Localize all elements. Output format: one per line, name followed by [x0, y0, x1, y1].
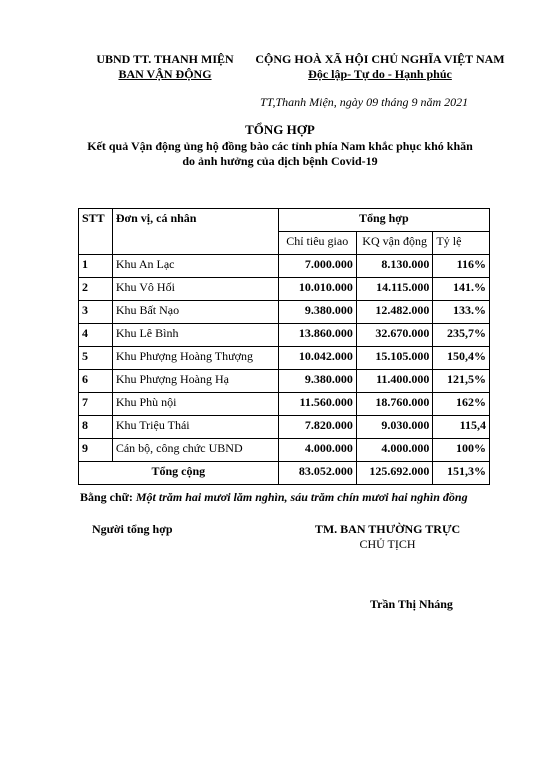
header-summary: Tổng hợp — [278, 209, 489, 232]
row-ratio: 150,4% — [433, 347, 490, 370]
org-line1: UBND TT. THANH MIỆN — [96, 52, 234, 66]
doc-subtitle — [40, 139, 520, 169]
row-ratio: 162% — [433, 393, 490, 416]
row-stt: 7 — [79, 393, 113, 416]
row-stt: 6 — [79, 370, 113, 393]
row-ratio: 115,4 — [433, 416, 490, 439]
words-label: Bằng chữ: — [80, 490, 133, 504]
preparer-title: Người tổng hợp — [92, 522, 173, 536]
table-row — [79, 393, 490, 416]
approver-role: CHỦ TỊCH — [359, 537, 416, 551]
subtitle-line2: do ảnh hưởng của dịch bệnh Covid-19 — [182, 154, 378, 168]
country-line1: CỘNG HOÀ XÃ HỘI CHỦ NGHĨA VIỆT NAM — [255, 52, 505, 66]
row-stt: 4 — [79, 324, 113, 347]
row-ratio: 133.% — [433, 301, 490, 324]
row-name: Khu Phù nội — [112, 393, 278, 416]
approver-block — [300, 522, 475, 552]
header-result: KQ vận động — [356, 232, 433, 255]
row-name: Khu Bất Nạo — [112, 301, 278, 324]
words-text: Một trăm hai mươi lăm nghìn, sáu trăm chín mươi hai nghìn đồng — [135, 490, 468, 504]
header-ratio: Tỷ lệ — [433, 232, 490, 255]
org-name — [70, 52, 260, 82]
table-row — [79, 301, 490, 324]
header-stt: STT — [79, 209, 113, 255]
row-result: 15.105.000 — [356, 347, 433, 370]
row-result: 4.000.000 — [356, 439, 433, 462]
total-row — [79, 462, 490, 485]
amount-in-words — [80, 490, 468, 505]
total-result: 125.692.000 — [356, 462, 433, 485]
row-stt: 8 — [79, 416, 113, 439]
row-target: 7.000.000 — [278, 255, 356, 278]
row-stt: 5 — [79, 347, 113, 370]
table-row — [79, 439, 490, 462]
row-stt: 2 — [79, 278, 113, 301]
table-header-row — [79, 209, 490, 232]
row-stt: 3 — [79, 301, 113, 324]
approver-name: Trần Thị Nháng — [370, 597, 453, 611]
row-name: Khu An Lạc — [112, 255, 278, 278]
row-result: 32.670.000 — [356, 324, 433, 347]
row-target: 13.860.000 — [278, 324, 356, 347]
row-name: Khu Phượng Hoàng Hạ — [112, 370, 278, 393]
row-result: 14.115.000 — [356, 278, 433, 301]
total-target: 83.052.000 — [278, 462, 356, 485]
row-ratio: 100% — [433, 439, 490, 462]
row-name: Khu Phượng Hoàng Thượng — [112, 347, 278, 370]
doc-title: TỔNG HỢP — [245, 122, 315, 137]
org-line2: BAN VẬN ĐỘNG — [118, 67, 212, 81]
table-row — [79, 416, 490, 439]
row-target: 10.042.000 — [278, 347, 356, 370]
table-body — [79, 255, 490, 462]
table-row — [79, 370, 490, 393]
row-target: 7.820.000 — [278, 416, 356, 439]
row-target: 10.010.000 — [278, 278, 356, 301]
row-target: 4.000.000 — [278, 439, 356, 462]
header-unit: Đơn vị, cá nhân — [112, 209, 278, 255]
row-target: 11.560.000 — [278, 393, 356, 416]
row-name: Cán bộ, công chức UBND — [112, 439, 278, 462]
row-result: 12.482.000 — [356, 301, 433, 324]
row-name: Khu Triệu Thái — [112, 416, 278, 439]
summary-table — [78, 208, 490, 485]
row-ratio: 235,7% — [433, 324, 490, 347]
table-row — [79, 347, 490, 370]
date-line: TT,Thanh Miện, ngày 09 tháng 9 năm 2021 — [260, 95, 469, 109]
country-line2: Độc lập- Tự do - Hạnh phúc — [308, 67, 452, 81]
row-result: 18.760.000 — [356, 393, 433, 416]
table-row — [79, 255, 490, 278]
subtitle-line1: Kết quả Vận động ủng hộ đồng bào các tỉnh phía Nam khắc phục khó khăn — [87, 139, 473, 153]
row-ratio: 116% — [433, 255, 490, 278]
header-target: Chỉ tiêu giao — [278, 232, 356, 255]
total-ratio: 151,3% — [433, 462, 490, 485]
row-name: Khu Vô Hối — [112, 278, 278, 301]
row-result: 8.130.000 — [356, 255, 433, 278]
row-result: 11.400.000 — [356, 370, 433, 393]
table-row — [79, 278, 490, 301]
row-ratio: 141.% — [433, 278, 490, 301]
table-row — [79, 324, 490, 347]
row-name: Khu Lê Bình — [112, 324, 278, 347]
approver-title: TM. BAN THƯỜNG TRỰC — [314, 522, 461, 536]
row-stt: 9 — [79, 439, 113, 462]
row-target: 9.380.000 — [278, 370, 356, 393]
row-result: 9.030.000 — [356, 416, 433, 439]
total-label: Tổng cộng — [79, 462, 279, 485]
national-motto — [248, 52, 512, 82]
row-target: 9.380.000 — [278, 301, 356, 324]
row-ratio: 121,5% — [433, 370, 490, 393]
row-stt: 1 — [79, 255, 113, 278]
